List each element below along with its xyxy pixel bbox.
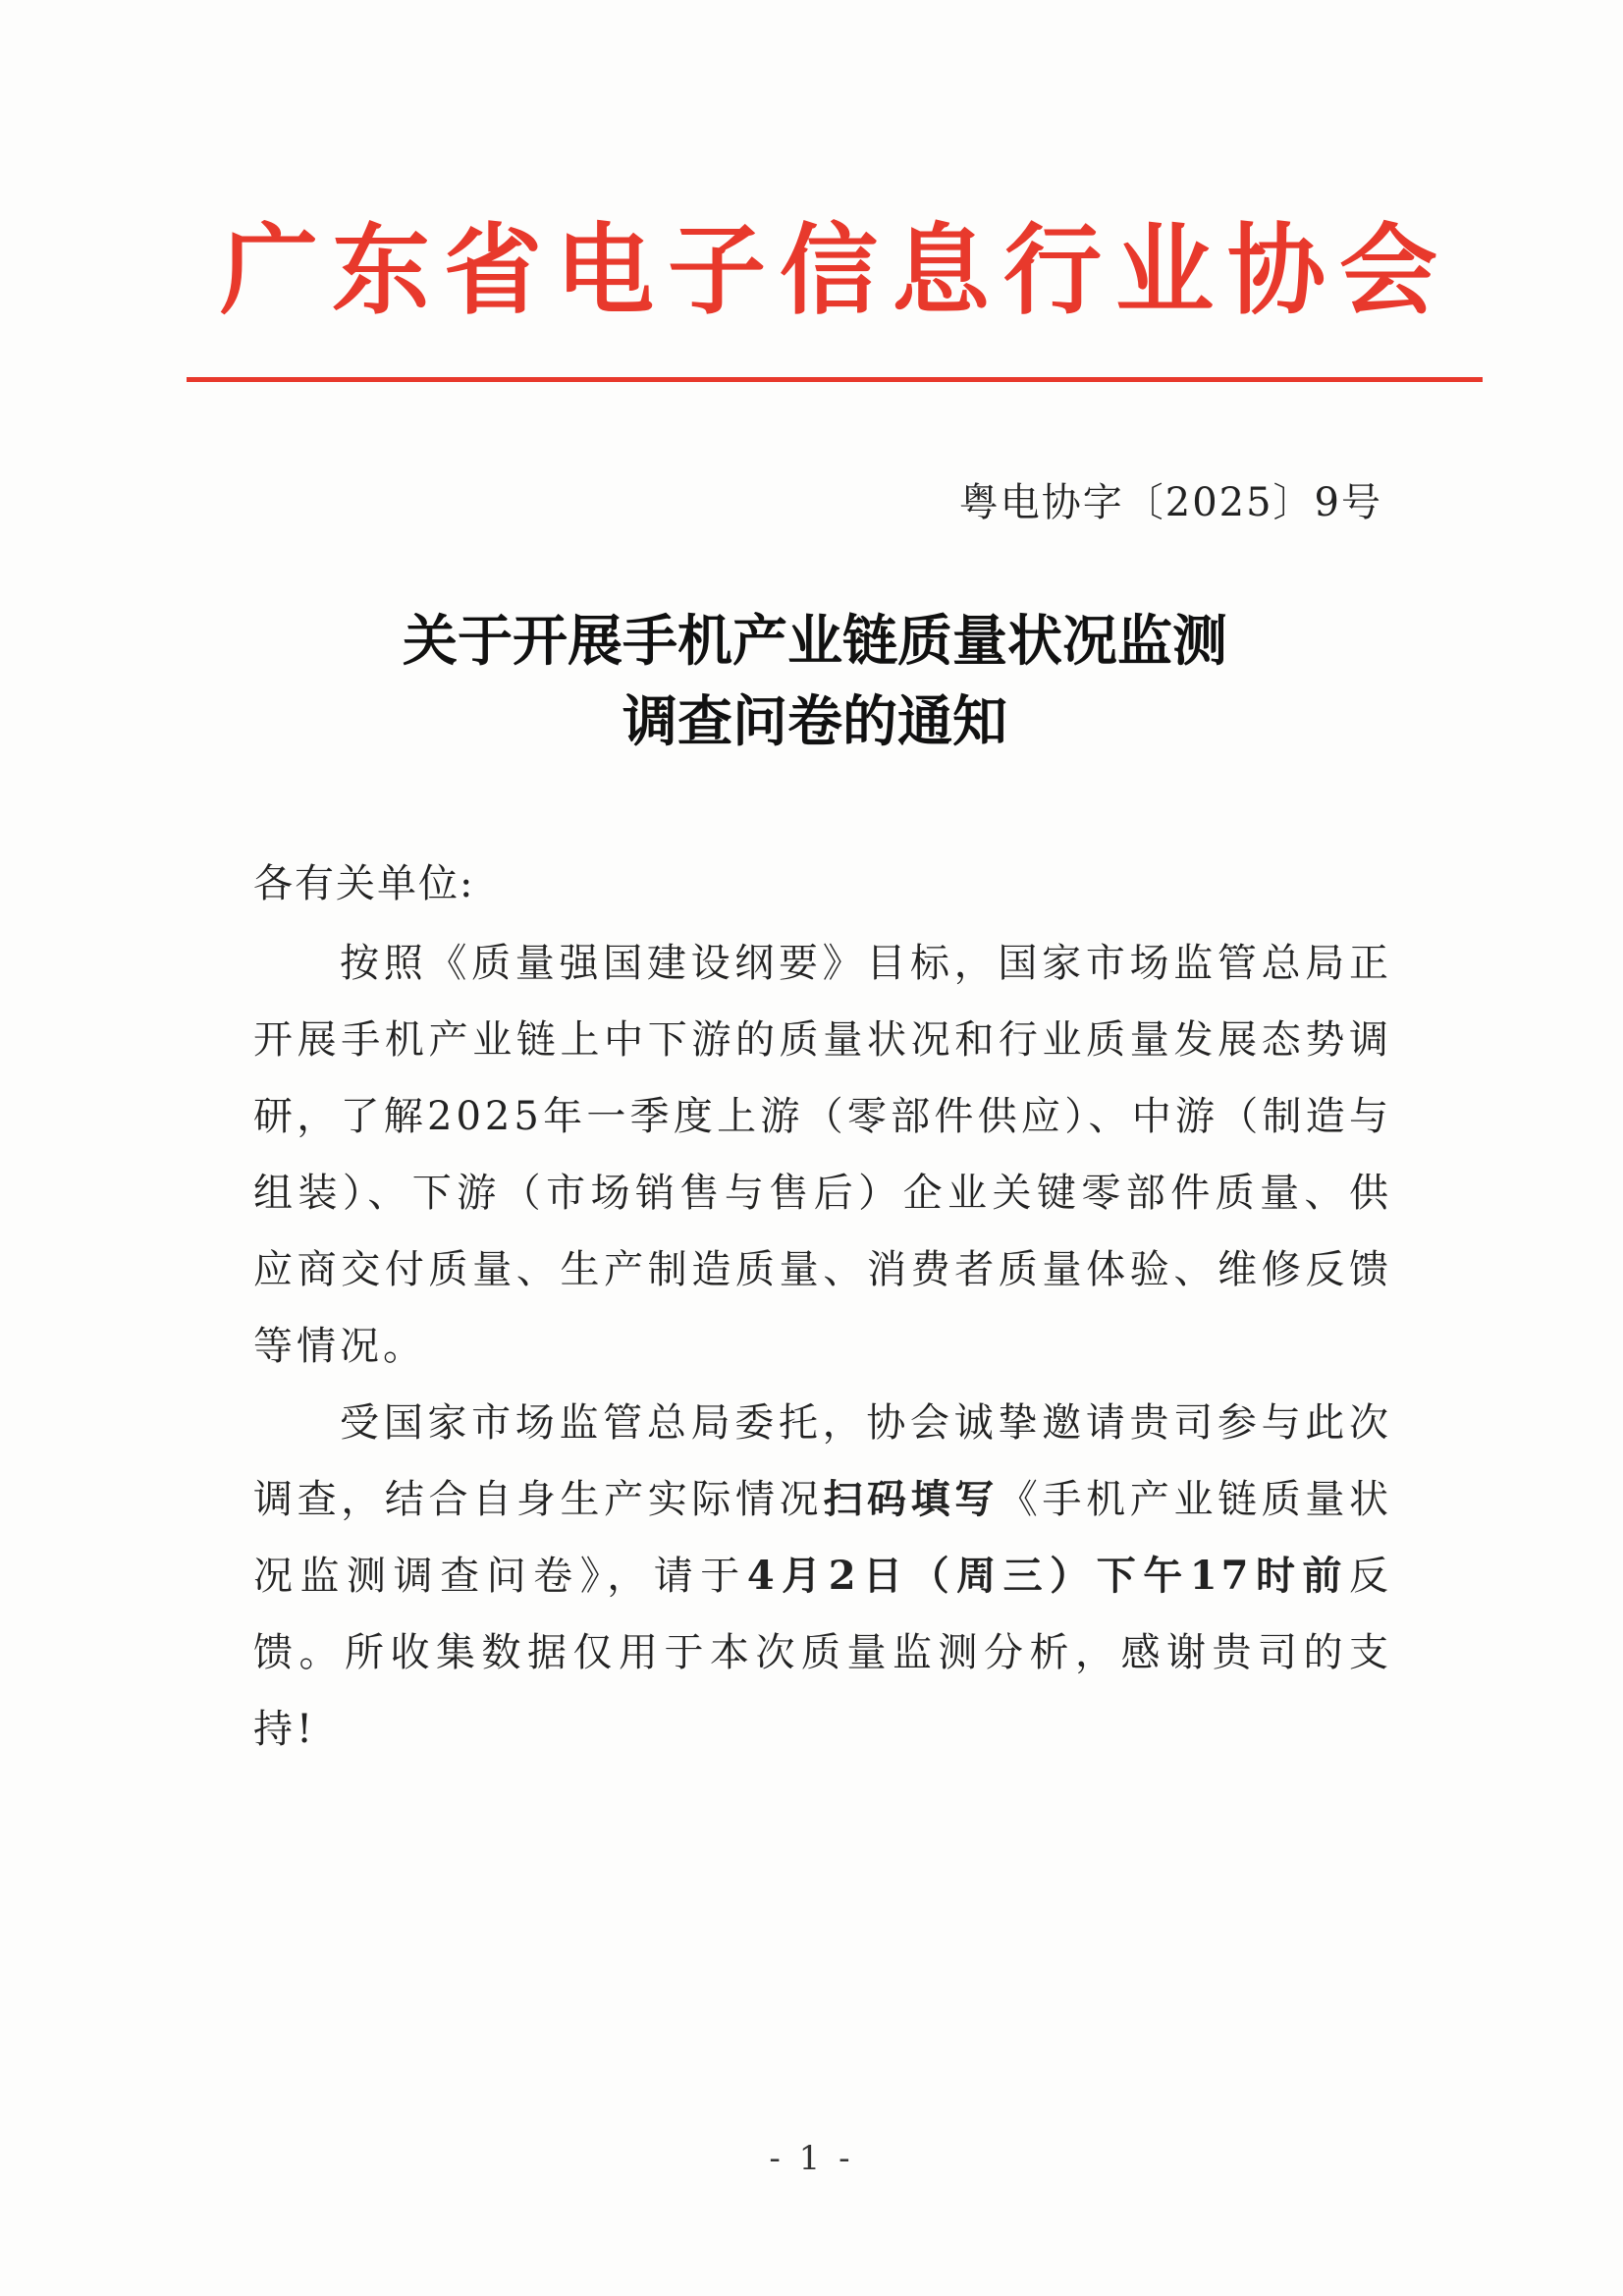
paragraph-2-text-c: 反馈。所收集数据仅用于本次质量监测分析，感谢贵司的支持!: [253, 1554, 1393, 1752]
paragraph-2-text-a: 受国家市场监管总局委托，协会诚挚邀请贵司参与此次调查，结合自身生产实际情况: [253, 1400, 1392, 1522]
page-number: - 1 -: [769, 2139, 854, 2178]
organization-header: 广东省电子信息行业协会: [220, 213, 1451, 328]
scan-instruction-emphasis: 扫码填写: [823, 1476, 999, 1522]
salutation: 各有关单位:: [253, 861, 475, 906]
notice-title: [236, 601, 1394, 762]
document-number: 粤电协字〔2025〕9号: [958, 480, 1382, 525]
paragraph-2-text-b: 《手机产业链质量状况监测调查问卷》，请于: [253, 1477, 1393, 1599]
deadline-emphasis: 4月2日（周三）下午17时前: [746, 1553, 1350, 1599]
notice-title-line-1: 关于开展手机产业链质量状况监测: [403, 609, 1227, 674]
red-divider-line: [187, 377, 1483, 382]
body-paragraph-1: 按照《质量强国建设纲要》目标，国家市场监管总局正开展手机产业链上中下游的质量状况和行业质量发展态势调研，了解2025年一季度上游（零部件供应）、中游（制造与组装）、下游（市场销售与售后）企业关键零部件质量、供应商交付质量、生产制造质量、消费者质量体验、维修反馈等情况。: [253, 941, 1392, 1369]
body-paragraph-2: [253, 1385, 1392, 1768]
notice-title-line-2: 调查问卷的通知: [622, 689, 1007, 754]
